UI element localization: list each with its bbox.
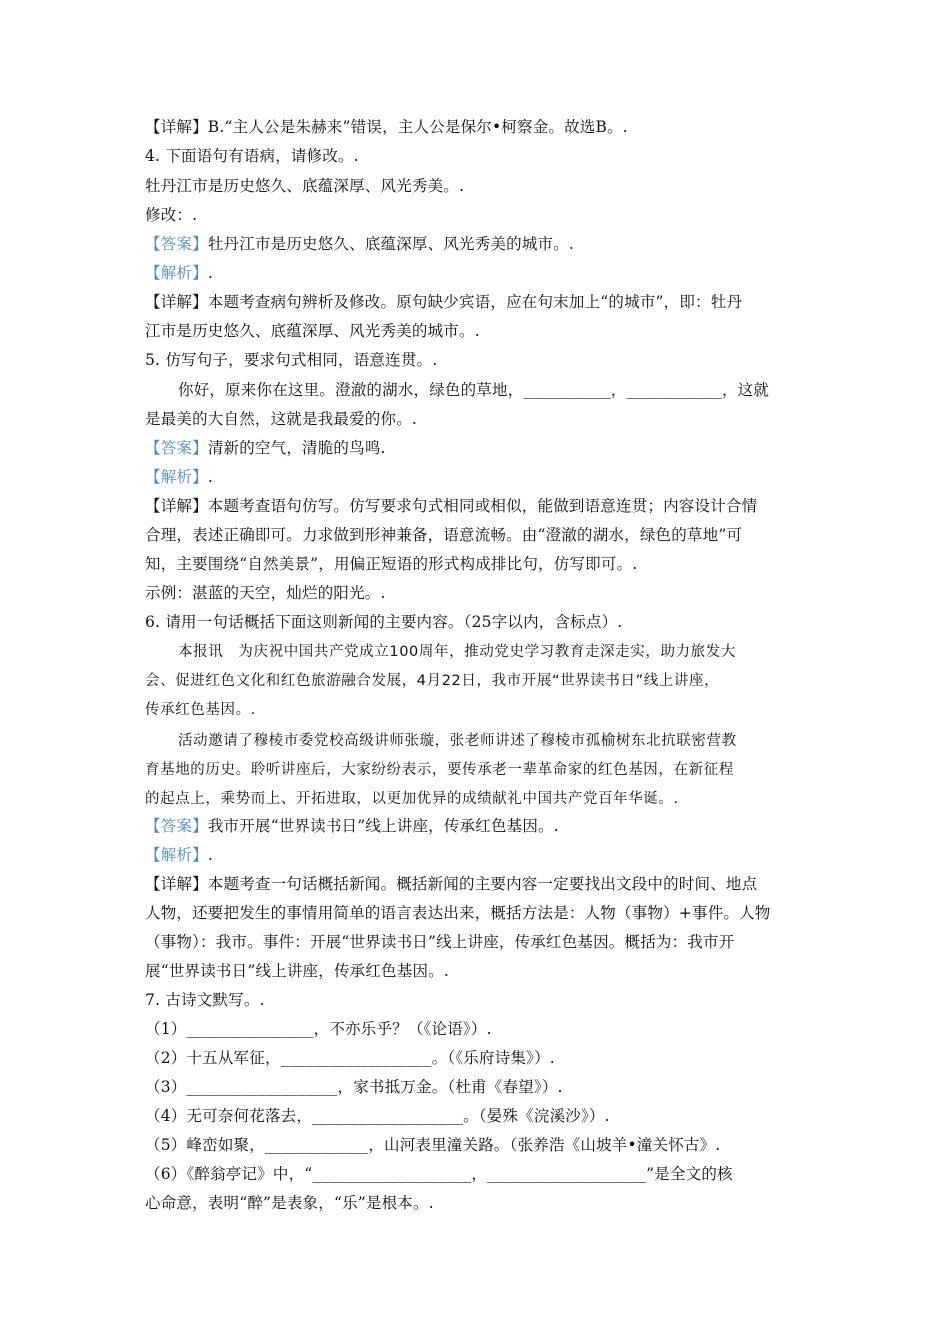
line-29: （事物）：我市。事件：开展“世界读书日”线上讲座，传承红色基因。概括为：我市开 [145, 933, 735, 951]
line-30: 展“世界读书日”线上讲座，传承红色基因。. [145, 962, 449, 980]
line-2: 4. 下面语句有语病，请修改。. [145, 147, 359, 165]
line-13: 【解析】. [145, 468, 213, 486]
line-25: 【答案】我市开展“世界读书日”线上讲座，传承红色基因。. [145, 817, 559, 835]
line-1: 【详解】B.“主人公是朱赫来”错误，主人公是保尔•柯察金。故选B。. [145, 118, 628, 136]
line-6: 【解析】. [145, 264, 213, 282]
fill-line-6: （6）《醉翁亭记》中，“____________________，____________________”是全文的核 [145, 1165, 733, 1183]
news-line-5: 育基地的历史。聆听讲座后，大家纷纷表示，要传承老一辈革命家的红色基因，在新征程 [145, 762, 734, 778]
line-12: 【答案】清新的空气，清脆的鸟鸣. [145, 439, 386, 457]
fill-line-3: （3）___________________，家书抵万金。（杜甫《春望》）. [145, 1078, 563, 1096]
analysis-label: 【解析】 [145, 264, 208, 282]
news-line-4: 活动邀请了穆棱市委党校高级讲师张璇，张老师讲述了穆棱市孤榆树东北抗联密营教 [178, 733, 737, 749]
answer-label: 【答案】 [145, 439, 208, 457]
analysis-label: 【解析】 [145, 468, 208, 486]
analysis-label: 【解析】 [145, 846, 208, 864]
fill-line-2: （2）十五从军征，___________________。（《乐府诗集》）. [145, 1049, 555, 1067]
answer-label: 【答案】 [145, 235, 208, 253]
line-7: 【详解】本题考查病句辨析及修改。原句缺少宾语，应在句末加上“的城市”，即：牡丹 [145, 293, 743, 311]
line-17: 示例：湛蓝的天空，灿烂的阳光。. [145, 584, 386, 602]
line-11: 是最美的大自然，这就是我最爱的你。. [145, 410, 418, 428]
line-4: 修改：. [145, 206, 198, 224]
line-28: 人物，还要把发生的事情用简单的语言表达出来，概括方法是：人物（事物）+事件。人物 [145, 904, 771, 922]
fill-line-4: （4）无可奈何花落去，___________________。（晏殊《浣溪沙》）. [145, 1107, 610, 1125]
news-line-1: 本报讯 为庆祝中国共产党成立100周年，推动党史学习教育走深走实，助力旅发大 [178, 644, 736, 660]
line-3: 牡丹江市是历史悠久、底蕴深厚、风光秀美。. [145, 177, 465, 195]
answer-label: 【答案】 [145, 817, 208, 835]
line-31: 7. 古诗文默写。. [145, 991, 265, 1009]
fill-line-5: （5）峰峦如聚，_____________，山河表里潼关路。（张养浩《山坡羊•潼关怀古》. [145, 1136, 721, 1154]
news-line-2: 会、促进红色文化和红色旅游融合发展，4月22日，我市开展“世界读书日”线上讲座， [145, 673, 720, 689]
line-18: 6. 请用一句话概括下面这则新闻的主要内容。（25字以内，含标点）. [145, 613, 623, 631]
line-10: 你好，原来你在这里。澄澈的湖水，绿色的草地，___________，____________，这就 [178, 381, 770, 399]
line-27: 【详解】本题考查一句话概括新闻。概括新闻的主要内容一定要找出文段中的时间、地点 [145, 875, 758, 893]
line-8: 江市是历史悠久、底蕴深厚、风光秀美的城市。. [145, 322, 480, 340]
line-5: 【答案】牡丹江市是历史悠久、底蕴深厚、风光秀美的城市。. [145, 235, 575, 253]
news-line-3: 传承红色基因。. [145, 702, 256, 718]
line-16: 知，主要围绕“自然美景”，用偏正短语的形式构成排比句，仿写即可。. [145, 555, 638, 573]
line-15: 合理，表述正确即可。力求做到形神兼备，语意流畅。由“澄澈的湖水，绿色的草地”可 [145, 526, 743, 544]
line-38: 心命意，表明“醉”是表象，“乐”是根本。. [145, 1194, 434, 1212]
line-14: 【详解】本题考查语句仿写。仿写要求句式相同或相似，能做到语意连贯；内容设计合情 [145, 497, 758, 515]
line-26: 【解析】. [145, 846, 213, 864]
line-9: 5. 仿写句子，要求句式相同，语意连贯。. [145, 351, 438, 369]
fill-line-1: （1）________________，不亦乐乎？（《论语》）. [145, 1020, 492, 1038]
news-line-6: 的起点上，乘势而上、开拓进取，以更加优异的成绩献礼中国共产党百年华诞。. [145, 791, 679, 807]
